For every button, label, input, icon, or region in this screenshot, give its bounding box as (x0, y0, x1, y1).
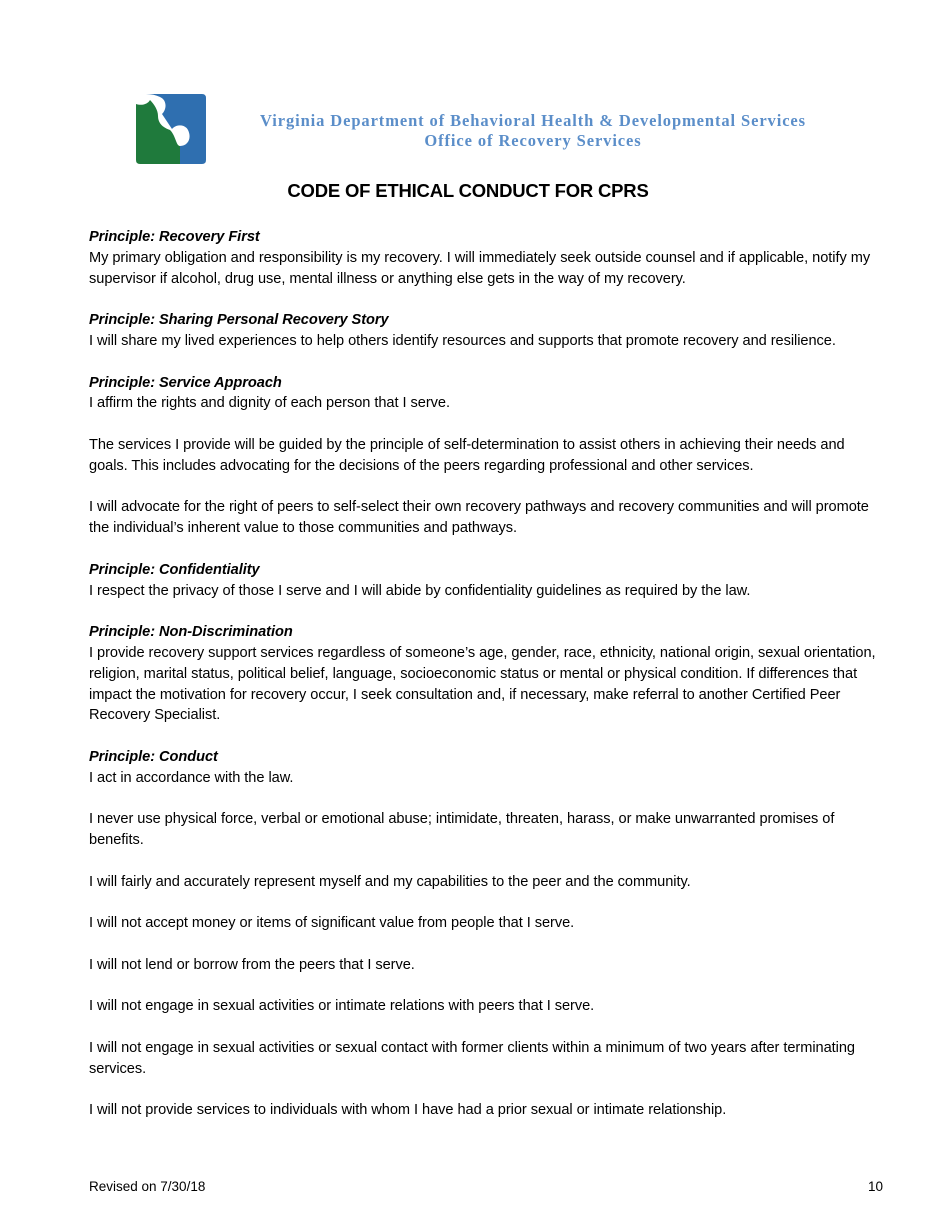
principle-paragraph: The services I provide will be guided by the principle of self-determination to assist others in achieving their needs and goals. This includes advocating for the decisions of the peers regarding professional and other services. (89, 436, 845, 474)
principle-paragraph: I will share my lived experiences to help others identify resources and supports that promote recovery and resilience. (89, 332, 836, 349)
principle-heading: Principle: Recovery First (89, 229, 260, 245)
dbhds-logo-icon (136, 94, 206, 164)
principle-paragraph: I provide recovery support services regardless of someone’s age, gender, race, ethnicity, national origin, sexual orientation, religion, marital status, political belief, language, socioeconomic status or mental or physical condition. If differences that impact the motivation for recovery occur, I seek consultation and, if necessary, make referral to another Certified Peer Recovery Specialist. (89, 644, 876, 724)
agency-header (225, 111, 841, 151)
principle-paragraph: I respect the privacy of those I serve and I will abide by confidentiality guidelines as required by the law. (89, 582, 751, 599)
principle-paragraph: I affirm the rights and dignity of each person that I serve. (89, 395, 450, 412)
principle-heading: Principle: Conduct (89, 748, 218, 765)
principle-heading: Principle: Confidentiality (89, 561, 260, 578)
principle-heading: Principle: Non-Discrimination (89, 624, 293, 641)
agency-name: Virginia Department of Behavioral Health & Developmental Services (260, 111, 806, 130)
principle-paragraph: I act in accordance with the law. (89, 769, 294, 786)
principle-paragraph: I will not lend or borrow from the peers that I serve. (89, 956, 415, 973)
principle-paragraph: My primary obligation and responsibility is my recovery. I will immediately seek outside counsel and if applicable, notify my supervisor if alcohol, drug use, mental illness or anything else gets in the way of my recovery. (89, 249, 871, 287)
principle-paragraph: I will not accept money or items of significant value from people that I serve. (89, 915, 575, 932)
office-name: Office of Recovery Services (424, 131, 642, 150)
principle-paragraph: I will fairly and accurately represent myself and my capabilities to the peer and the community. (89, 873, 691, 890)
revision-date: Revised on 7/30/18 (89, 1179, 206, 1194)
principle-paragraph: I will advocate for the right of peers to self-select their own recovery pathways and recovery communities and will promote the individual’s inherent value to those communities and pathways. (89, 499, 869, 537)
page-title: CODE OF ETHICAL CONDUCT FOR CPRS (287, 180, 649, 201)
principle-paragraph: I never use physical force, verbal or emotional abuse; intimidate, threaten, harass, or make unwarranted promises of benefits. (89, 811, 835, 849)
principle-heading: Principle: Sharing Personal Recovery Story (89, 312, 389, 329)
principle-heading: Principle: Service Approach (89, 374, 282, 391)
principle-paragraph: I will not provide services to individuals with whom I have had a prior sexual or intimate relationship. (89, 1102, 727, 1119)
principle-paragraph: I will not engage in sexual activities or intimate relations with peers that I serve. (89, 998, 595, 1015)
document-body (89, 227, 885, 1142)
page-number: 10 (867, 1179, 883, 1194)
principle-paragraph: I will not engage in sexual activities or sexual contact with former clients within a minimum of two years after terminating services. (89, 1040, 855, 1077)
